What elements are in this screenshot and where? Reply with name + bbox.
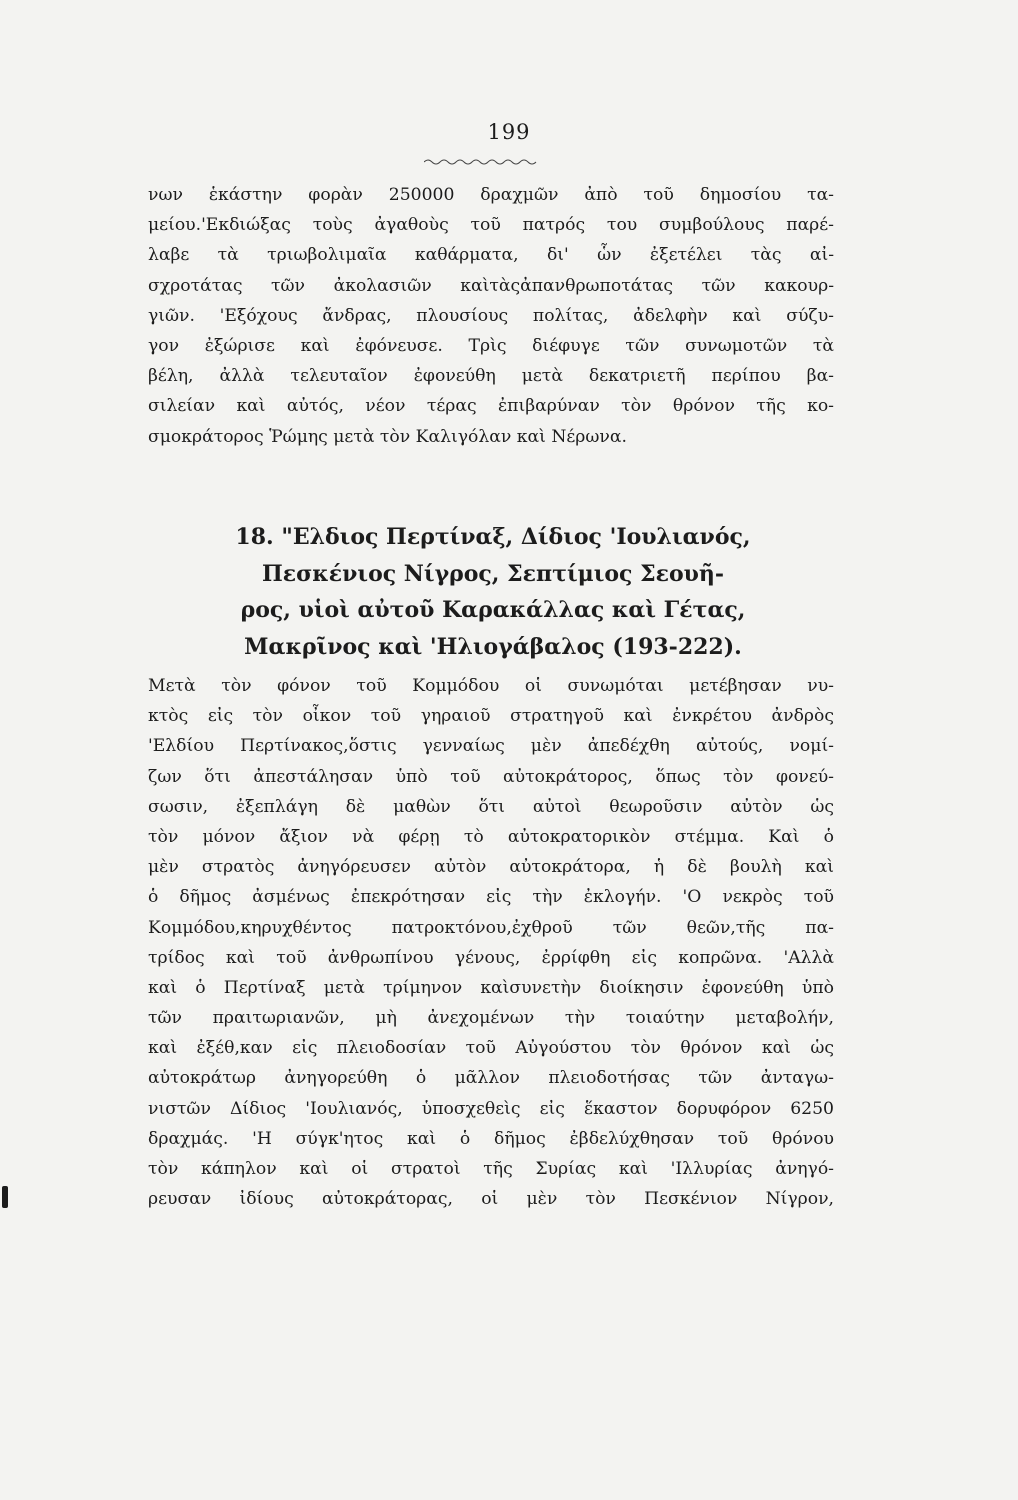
text-line: γον ἐξώρισε καὶ ἐφόνευσε. Τρὶς διέφυγε τῶν συνωμοτῶν τὰ (148, 335, 834, 356)
text-line: σωσιν, ἐξεπλάγη δὲ μαθὼν ὅτι αὐτοὶ θεωροῦσιν αὐτὸν ὡς (148, 796, 834, 817)
text-line: λαβε τὰ τριωβολιμαῖα καθάρματα, δι' ὧν ἐξετέλει τὰς αἰ- (148, 245, 834, 266)
decorative-rule-icon (424, 158, 540, 166)
text-line: ρευσαν ἰδίους αὐτοκράτορας, οἱ μὲν τὸν Πεσκένιον Νίγρον, (148, 1189, 834, 1210)
heading-line: Μακρῖνος καὶ 'Ηλιογάβαλος (193-222). (244, 633, 742, 660)
heading-line: Πεσκένιος Νίγρος, Σεπτίμιος Σεουῆ- (261, 560, 725, 587)
text-line: ζων ὅτι ἀπεστάλησαν ὑπὸ τοῦ αὐτοκράτορος, ὅπως τὸν φονεύ- (148, 766, 834, 787)
margin-mark (2, 1186, 8, 1208)
text-line: τῶν πραιτωριανῶν, μὴ ἀνεχομένων τὴν τοιαύτην μεταβολήν, (148, 1008, 834, 1029)
text-line: καὶ ὁ Περτίναξ μετὰ τρίμηνον καὶσυνετὴν διοίκησιν ἐφονεύθη ὑπὸ (148, 977, 834, 998)
text-line: τὸν κάπηλον καὶ οἱ στρατοὶ τῆς Συρίας καὶ 'Ιλλυρίας ἀνηγό- (148, 1159, 834, 1179)
page-number: 199 (487, 120, 531, 144)
text-line: μὲν στρατὸς ἀνηγόρευσεν αὐτὸν αὐτοκράτορα, ἡ δὲ βουλὴ καὶ (148, 857, 834, 878)
text-line: Κομμόδου,κηρυχθέντος πατροκτόνου,ἐχθροῦ τῶν θεῶν,τῆς πα- (148, 917, 834, 938)
text-line: τὸν μόνον ἄξιον νὰ φέρῃ τὸ αὐτοκρατορικὸν στέμμα. Καὶ ὁ (148, 826, 834, 847)
paragraph-top (148, 180, 834, 452)
heading-line: 18. "Ελδιος Περτίναξ, Δίδιος 'Ιουλιανός, (235, 524, 751, 550)
text-line: δραχμάς. 'Η σύγκ'ητος καὶ ὁ δῆμος ἐβδελύχθησαν τοῦ θρόνου (148, 1128, 834, 1149)
text-line: καὶ ἐξέθ,καν εἰς πλειοδοσίαν τοῦ Αὐγούστου τὸν θρόνον καὶ ὡς (148, 1038, 834, 1059)
text-line: 'Ελδίου Περτίνακος,ὅστις γενναίως μὲν ἀπεδέχθη αὐτούς, νομί- (148, 736, 834, 757)
text-line: ὁ δῆμος ἀσμένως ἐπεκρότησαν εἰς τὴν ἐκλογήν. 'Ο νεκρὸς τοῦ (148, 887, 834, 908)
text-line: βέλη, ἀλλὰ τελευταῖον ἐφονεύθη μετὰ δεκατριετῆ περίπου βα- (148, 366, 834, 387)
section-heading (148, 519, 838, 665)
text-line: νων ἑκάστην φορὰν 250000 δραχμῶν ἀπὸ τοῦ δημοσίου τα- (148, 185, 834, 205)
text-line: σμοκράτορος Ῥώμης μετὰ τὸν Καλιγόλαν καὶ Νέρωνα. (148, 426, 627, 447)
text-line: αὐτοκράτωρ ἀνηγορεύθη ὁ μᾶλλον πλειοδοτήσας τῶν ἀνταγω- (148, 1068, 834, 1089)
text-line: σχροτάτας τῶν ἀκολασιῶν καὶτὰςἀπανθρωποτάτας τῶν κακουρ- (148, 275, 834, 296)
text-line: γιῶν. 'Εξόχους ἄνδρας, πλουσίους πολίτας, ἀδελφὴν καὶ σύζυ- (148, 305, 834, 326)
heading-line: ρος, υἱοὶ αὐτοῦ Καρακάλλας καὶ Γέτας, (240, 597, 746, 623)
text-line: νιστῶν Δίδιος 'Ιουλιανός, ὑποσχεθεὶς εἰς ἕκαστον δορυφόρον 6250 (148, 1098, 834, 1119)
text-line: Μετὰ τὸν φόνον τοῦ Κομμόδου οἱ συνωμόται μετέβησαν νυ- (148, 676, 834, 696)
text-line: μείου.'Εκδιώξας τοὺς ἀγαθοὺς τοῦ πατρός του συμβούλους παρέ- (148, 215, 834, 236)
text-line: κτὸς εἰς τὸν οἶκον τοῦ γηραιοῦ στρατηγοῦ καὶ ἐνκρέτου ἀνδρὸς (148, 706, 834, 727)
text-line: σιλείαν καὶ αὐτός, νέον τέρας ἐπιβαρύναν τὸν θρόνον τῆς κο- (148, 396, 834, 417)
paragraph-main (148, 671, 834, 1214)
text-line: τρίδος καὶ τοῦ ἀνθρωπίνου γένους, ἐρρίφθη εἰς κοπρῶνα. 'Αλλὰ (148, 947, 834, 968)
